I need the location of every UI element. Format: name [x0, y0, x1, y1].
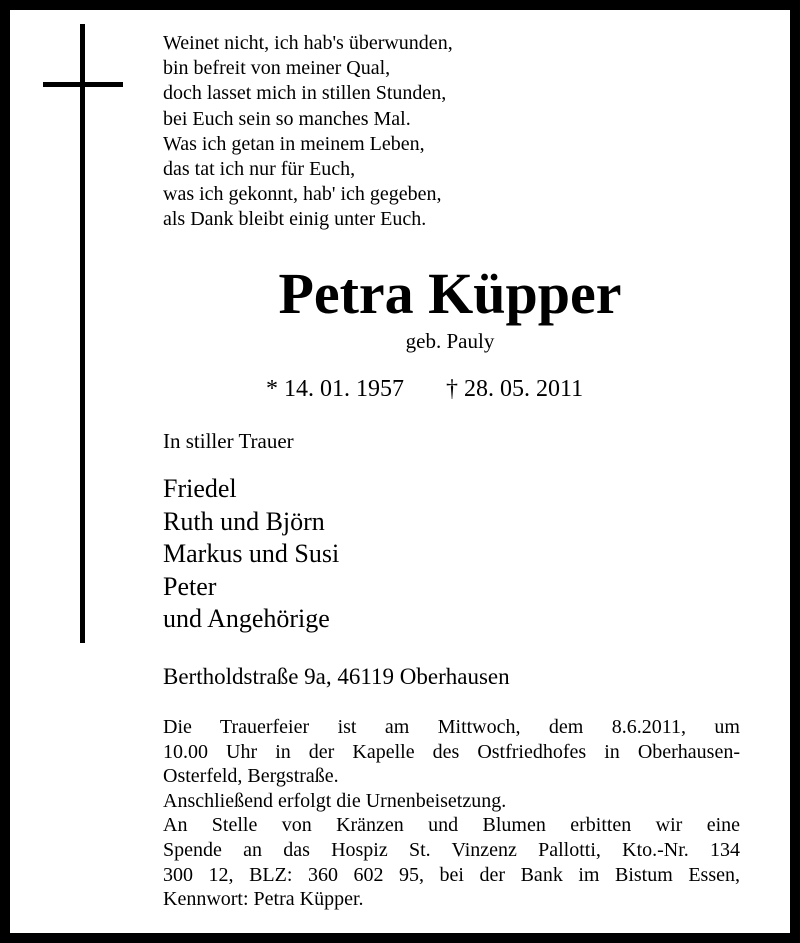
family-member: Markus und Susi — [163, 539, 340, 568]
birth-date: * 14. 01. 1957 — [266, 376, 404, 402]
poem-line: als Dank bleibt einig unter Euch. — [163, 208, 427, 231]
notice-line: An Stelle von Kränzen und Blumen erbitten wir eine — [163, 814, 740, 837]
notice-line: Osterfeld, Bergstraße. — [163, 765, 339, 788]
poem-line: bin befreit von meiner Qual, — [163, 57, 391, 80]
family-list — [163, 473, 339, 636]
notice-line: Spende an das Hospiz St. Vinzenz Pallotti, Kto.-Nr. 134 — [163, 838, 740, 861]
life-dates — [266, 375, 583, 403]
notice-line: Kennwort: Petra Küpper. — [163, 888, 364, 911]
address: Bertholdstraße 9a, 46119 Oberhausen — [163, 664, 510, 689]
notice-line: 300 12, BLZ: 360 602 95, bei der Bank im Bistum Essen, — [163, 863, 740, 886]
family-member: Friedel — [163, 474, 237, 503]
notice-line: 10.00 Uhr in der Kapelle des Ostfriedhofes in Oberhausen- — [163, 740, 740, 763]
maiden-name: geb. Pauly — [405, 329, 495, 353]
poem-line: was ich gekonnt, hab' ich gegeben, — [163, 183, 442, 206]
poem-line: bei Euch sein so manches Mal. — [163, 107, 411, 130]
family-member: und Angehörige — [163, 604, 330, 633]
deceased-name: Petra Küpper — [278, 261, 622, 326]
poem-line: doch lasset mich in stillen Stunden, — [163, 82, 447, 105]
cross-icon-horizontal — [43, 82, 123, 87]
notice-line: Anschließend erfolgt die Urnenbeisetzung. — [163, 789, 507, 812]
poem-line: das tat ich nur für Euch, — [163, 158, 356, 181]
family-member: Ruth und Björn — [163, 506, 325, 536]
poem — [163, 31, 453, 233]
mourning-label: In stiller Trauer — [163, 429, 294, 453]
poem-line: Weinet nicht, ich hab's überwunden, — [163, 32, 453, 54]
family-member: Peter — [163, 571, 217, 601]
funeral-notice — [163, 715, 740, 912]
notice-line: Die Trauerfeier ist am Mittwoch, dem 8.6.2011, um — [163, 716, 740, 738]
death-date: † 28. 05. 2011 — [446, 376, 584, 402]
poem-line: Was ich getan in meinem Leben, — [163, 132, 425, 155]
